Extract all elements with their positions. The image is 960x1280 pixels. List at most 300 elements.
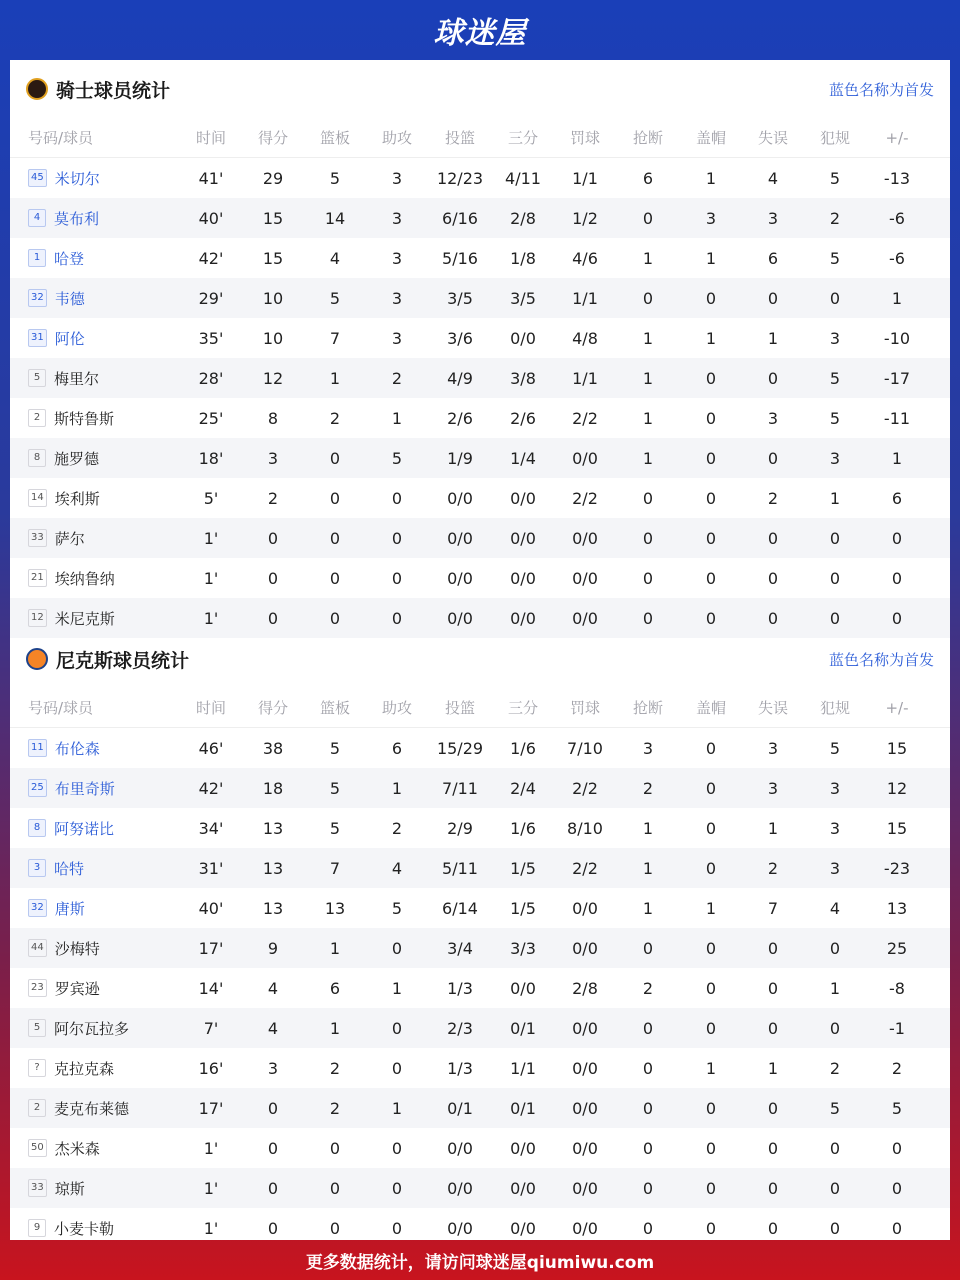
stat-cell: 1/5	[510, 858, 536, 878]
stat-cell: 0/0	[510, 488, 536, 508]
stat-cell: 0/0	[447, 1138, 473, 1158]
player-name[interactable]: 埃利斯	[54, 489, 100, 508]
stat-cell: 0/0	[447, 608, 473, 628]
stat-cell: 0	[705, 978, 717, 998]
player-cell	[10, 1058, 180, 1079]
stat-cell: 1	[642, 818, 654, 838]
column-header: 助攻	[381, 699, 412, 717]
player-row[interactable]	[10, 1128, 950, 1168]
jersey-number-badge: 8	[28, 449, 46, 467]
player-cell	[10, 568, 180, 589]
stat-cell: 0/0	[447, 1178, 473, 1198]
stat-cell: 0	[767, 938, 779, 958]
jersey-number-badge: ?	[28, 1059, 46, 1077]
player-row[interactable]	[10, 558, 950, 598]
stat-cell: 1/6	[510, 818, 536, 838]
stat-cell: 1	[329, 368, 341, 388]
stat-cell: 1	[642, 898, 654, 918]
stat-cell: 0	[642, 1058, 654, 1078]
player-cell	[10, 1018, 180, 1039]
stat-cell: 3	[767, 208, 779, 228]
player-row[interactable]	[10, 1008, 950, 1048]
player-cell	[10, 368, 180, 389]
column-header: 时间	[195, 699, 226, 717]
section-title: 尼克斯球员统计	[56, 649, 190, 672]
stat-cell: 0	[891, 1218, 903, 1238]
stat-cell: 2	[391, 368, 403, 388]
stat-cell: 2	[391, 818, 403, 838]
stat-cell: 0	[267, 568, 279, 588]
stat-cell: 34'	[198, 818, 224, 838]
stat-cell: 4	[829, 898, 841, 918]
jersey-number-badge: 8	[28, 819, 46, 837]
player-row[interactable]	[10, 238, 950, 278]
stat-cell: 3	[642, 738, 654, 758]
section-title-group	[26, 76, 170, 103]
player-row[interactable]	[10, 158, 950, 198]
stat-cell: 5	[391, 898, 403, 918]
stat-cell: 6	[891, 488, 903, 508]
player-name[interactable]: 麦克布莱德	[54, 1099, 130, 1118]
stat-cell: 0/0	[572, 448, 598, 468]
stat-cell: 0	[642, 1098, 654, 1118]
stat-cell: 1	[705, 328, 717, 348]
jersey-number-badge: 45	[28, 169, 47, 187]
stat-cell: 0	[705, 738, 717, 758]
jersey-number-badge: 50	[28, 1139, 47, 1157]
stat-cell: 3	[391, 208, 403, 228]
stat-cell: 0	[891, 568, 903, 588]
stat-cell: 0	[705, 568, 717, 588]
player-cell	[10, 248, 180, 269]
player-cell	[10, 858, 180, 879]
stat-cell: 2	[767, 488, 779, 508]
stat-cell: 3/3	[510, 938, 536, 958]
stat-cell: 0	[705, 368, 717, 388]
player-name[interactable]: 哈特	[54, 859, 85, 878]
stat-cell: 0/0	[572, 1098, 598, 1118]
stat-cell: 2/2	[572, 778, 598, 798]
stat-cell: 3	[829, 448, 841, 468]
stat-cell: 25	[886, 938, 908, 958]
stat-cell: 0/0	[572, 1058, 598, 1078]
player-row[interactable]	[10, 1088, 950, 1128]
player-row[interactable]	[10, 1168, 950, 1208]
stat-cell: 0	[329, 1218, 341, 1238]
stat-cell: 0/1	[510, 1098, 536, 1118]
stat-cell: 0/0	[447, 568, 473, 588]
stat-cell: 0	[767, 448, 779, 468]
stat-cell: 4/8	[572, 328, 598, 348]
stat-cell: 9	[267, 938, 279, 958]
stat-cell: 2	[891, 1058, 903, 1078]
stat-cell: 5	[329, 738, 341, 758]
stat-cell: 2/8	[510, 208, 536, 228]
stat-cell: 1/5	[510, 898, 536, 918]
stat-cell: 3	[767, 778, 779, 798]
stat-cell: 4/6	[572, 248, 598, 268]
stat-cell: 40'	[198, 208, 224, 228]
stat-cell: 0/0	[572, 608, 598, 628]
stat-cell: 2	[329, 1058, 341, 1078]
stat-cell: 0	[329, 488, 341, 508]
stat-cell: 3	[391, 168, 403, 188]
stat-cell: 4/9	[447, 368, 473, 388]
stat-cell: 1/1	[572, 168, 598, 188]
stat-cell: 40'	[198, 898, 224, 918]
stat-cell: 13	[262, 818, 284, 838]
column-header: 篮板	[319, 699, 350, 717]
player-name[interactable]: 施罗德	[54, 449, 100, 468]
column-header: 罚球	[569, 699, 600, 717]
stat-cell: 1/1	[572, 368, 598, 388]
stat-cell: 15	[262, 208, 284, 228]
stat-cell: 2	[329, 408, 341, 428]
player-name[interactable]: 萨尔	[54, 529, 85, 548]
section-header	[10, 60, 950, 118]
stat-cell: 0	[267, 1178, 279, 1198]
stat-cell: 1	[642, 248, 654, 268]
stat-cell: 2/8	[572, 978, 598, 998]
player-name[interactable]: 阿尔瓦拉多	[54, 1019, 130, 1038]
stat-cell: 0	[767, 1178, 779, 1198]
stat-cell: 0/0	[447, 1218, 473, 1238]
stat-cell: 5	[329, 778, 341, 798]
stat-cell: -11	[883, 408, 911, 428]
player-row[interactable]	[10, 768, 950, 808]
player-cell	[10, 288, 180, 309]
stat-cell: 0	[329, 528, 341, 548]
stat-cell: 0	[391, 1018, 403, 1038]
stat-cell: 0	[705, 818, 717, 838]
stat-cell: 0	[391, 1138, 403, 1158]
stat-cell: 8	[267, 408, 279, 428]
stat-cell: 16'	[198, 1058, 224, 1078]
stat-cell: 0	[642, 1178, 654, 1198]
section-title: 骑士球员统计	[56, 79, 171, 102]
jersey-number-badge: 1	[28, 249, 46, 267]
column-header: 助攻	[381, 129, 412, 147]
stat-cell: 3	[391, 248, 403, 268]
stat-cell: -6	[889, 248, 905, 268]
stat-cell: 0	[642, 1138, 654, 1158]
stat-cell: 1/1	[572, 288, 598, 308]
player-row[interactable]	[10, 728, 950, 768]
player-row[interactable]	[10, 278, 950, 318]
player-cell	[10, 408, 180, 429]
player-cell	[10, 1218, 180, 1239]
stat-cell: 0	[767, 978, 779, 998]
player-cell	[10, 778, 180, 799]
stat-cell: 0	[829, 1178, 841, 1198]
column-header: 时间	[195, 129, 226, 147]
stat-cell: 15/29	[436, 738, 484, 758]
player-name[interactable]: 埃纳鲁纳	[54, 569, 115, 588]
stat-cell: 0/0	[572, 528, 598, 548]
stat-cell: 12/23	[436, 168, 484, 188]
stat-cell: 2/2	[572, 858, 598, 878]
stat-cell: 1/2	[572, 208, 598, 228]
stat-cell: 0	[829, 608, 841, 628]
table-header-row	[10, 688, 950, 728]
player-name[interactable]: 哈登	[54, 249, 85, 268]
section-title-group	[26, 646, 189, 673]
player-name[interactable]: 斯特鲁斯	[54, 409, 115, 428]
table-header-row	[10, 118, 950, 158]
stat-cell: 12	[886, 778, 908, 798]
stat-cell: 0/0	[572, 1178, 598, 1198]
stat-cell: 0	[829, 568, 841, 588]
stat-cell: 0	[767, 1098, 779, 1118]
stat-cell: 0	[705, 1138, 717, 1158]
jersey-number-badge: 21	[28, 569, 47, 587]
stat-cell: 0	[891, 1178, 903, 1198]
stat-cell: 4/11	[505, 168, 541, 188]
column-header: 得分	[257, 699, 288, 717]
stat-cell: 0/0	[510, 328, 536, 348]
stat-cell: 15	[262, 248, 284, 268]
team-section-knicks	[10, 630, 950, 1248]
stat-cell: 4	[267, 978, 279, 998]
player-name[interactable]: 罗宾逊	[54, 979, 100, 998]
player-name[interactable]: 阿伦	[54, 329, 85, 348]
stat-cell: 3/4	[447, 938, 473, 958]
player-name[interactable]: 米切尔	[54, 169, 100, 188]
stat-cell: 2	[329, 1098, 341, 1118]
column-header: 篮板	[319, 129, 350, 147]
player-row[interactable]	[10, 478, 950, 518]
stat-cell: 0/0	[510, 568, 536, 588]
stat-cell: 4	[767, 168, 779, 188]
stat-cell: 0	[267, 608, 279, 628]
stat-cell: 7	[329, 858, 341, 878]
stat-cell: 0	[767, 568, 779, 588]
player-cell	[10, 898, 180, 919]
stat-cell: 1	[642, 408, 654, 428]
stat-cell: 1'	[203, 1218, 219, 1238]
player-name[interactable]: 布里奇斯	[54, 779, 115, 798]
stat-cell: 13	[262, 898, 284, 918]
player-row[interactable]	[10, 198, 950, 238]
stat-cell: 14'	[198, 978, 224, 998]
player-cell	[10, 938, 180, 959]
stat-cell: 5	[829, 408, 841, 428]
player-name[interactable]: 克拉克森	[54, 1059, 115, 1078]
stat-cell: 0/0	[510, 1218, 536, 1238]
stat-cell: 14	[324, 208, 346, 228]
stat-cell: 7/10	[567, 738, 603, 758]
stat-cell: 1/1	[510, 1058, 536, 1078]
jersey-number-badge: 32	[28, 289, 47, 307]
stat-cell: 6	[767, 248, 779, 268]
column-header: 失误	[757, 129, 788, 147]
column-header: 失误	[757, 699, 788, 717]
player-name[interactable]: 梅里尔	[54, 369, 100, 388]
stat-cell: 0	[891, 1138, 903, 1158]
stat-cell: 7	[767, 898, 779, 918]
stat-cell: 12	[262, 368, 284, 388]
stat-cell: 1'	[203, 608, 219, 628]
player-name[interactable]: 布伦森	[54, 739, 100, 758]
stat-cell: 1	[329, 1018, 341, 1038]
stat-cell: 3/5	[447, 288, 473, 308]
stat-cell: 1	[705, 898, 717, 918]
column-header: 犯规	[819, 699, 850, 717]
stat-cell: 0	[642, 568, 654, 588]
stat-cell: 5/16	[442, 248, 478, 268]
stat-cell: 0/0	[447, 488, 473, 508]
column-header: 得分	[257, 129, 288, 147]
player-name[interactable]: 小麦卡勒	[54, 1219, 115, 1238]
stat-cell: 31'	[198, 858, 224, 878]
stat-cell: 3/5	[510, 288, 536, 308]
jersey-number-badge: 33	[28, 529, 47, 547]
stat-cell: 0	[767, 528, 779, 548]
jersey-number-badge: 11	[28, 739, 47, 757]
player-row[interactable]	[10, 398, 950, 438]
stat-cell: 0	[767, 1218, 779, 1238]
stat-cell: 18	[262, 778, 284, 798]
stat-cell: 10	[262, 288, 284, 308]
stat-cell: 13	[262, 858, 284, 878]
stat-cell: 1	[767, 1058, 779, 1078]
player-name[interactable]: 米尼克斯	[54, 609, 115, 628]
column-header: 犯规	[819, 129, 850, 147]
stat-cell: 1	[642, 328, 654, 348]
stat-cell: 0/0	[572, 898, 598, 918]
stat-cell: 7'	[203, 1018, 219, 1038]
stat-cell: 2/9	[447, 818, 473, 838]
stat-cell: 10	[262, 328, 284, 348]
player-row[interactable]	[10, 888, 950, 928]
stat-cell: 0	[391, 1218, 403, 1238]
player-row[interactable]	[10, 848, 950, 888]
stat-cell: 6/14	[442, 898, 478, 918]
player-name[interactable]: 阿努诺比	[54, 819, 115, 838]
stat-cell: 1	[767, 818, 779, 838]
stat-cell: 0/0	[510, 978, 536, 998]
stat-cell: 0/1	[447, 1098, 473, 1118]
stat-cell: 5	[829, 1098, 841, 1118]
footer-banner[interactable]: 更多数据统计，请访问球迷屋qiumiwu.com	[305, 1252, 655, 1273]
stat-cell: 42'	[198, 778, 224, 798]
stat-cell: 0/0	[572, 568, 598, 588]
stat-cell: 1'	[203, 568, 219, 588]
cavaliers-logo-icon	[26, 78, 48, 100]
player-row[interactable]	[10, 438, 950, 478]
stat-cell: 2/4	[510, 778, 536, 798]
jersey-number-badge: 12	[28, 609, 47, 627]
player-name[interactable]: 韦德	[54, 289, 85, 308]
jersey-number-badge: 25	[28, 779, 47, 797]
stat-cell: 3	[829, 328, 841, 348]
stat-cell: 5	[829, 738, 841, 758]
player-name[interactable]: 琼斯	[54, 1179, 85, 1198]
column-header: +/-	[885, 698, 909, 717]
stat-cell: 1/8	[510, 248, 536, 268]
stat-cell: 0	[642, 528, 654, 548]
stat-cell: 3	[767, 738, 779, 758]
column-header: 盖帽	[695, 129, 726, 147]
column-header: 三分	[507, 129, 538, 147]
stat-cell: 29	[262, 168, 284, 188]
player-cell	[10, 328, 180, 349]
stat-cell: -6	[889, 208, 905, 228]
stat-cell: 0	[705, 408, 717, 428]
stat-cell: 0	[829, 288, 841, 308]
stat-cell: 0	[829, 1018, 841, 1038]
player-name[interactable]: 唐斯	[54, 899, 85, 918]
player-name[interactable]: 杰米森	[54, 1139, 100, 1158]
stat-cell: 13	[886, 898, 908, 918]
stat-cell: 3	[267, 448, 279, 468]
stat-cell: 2	[767, 858, 779, 878]
stat-cell: 1	[891, 288, 903, 308]
stats-card	[10, 60, 950, 1240]
stat-cell: 1	[705, 168, 717, 188]
stat-cell: 25'	[198, 408, 224, 428]
jersey-number-badge: 14	[28, 489, 47, 507]
stat-cell: 0	[267, 1218, 279, 1238]
jersey-number-badge: 44	[28, 939, 47, 957]
player-row[interactable]	[10, 808, 950, 848]
stat-cell: 4	[267, 1018, 279, 1038]
stat-cell: 1/4	[510, 448, 536, 468]
stat-cell: -17	[883, 368, 911, 388]
stat-cell: 0	[329, 1178, 341, 1198]
stat-cell: 41'	[198, 168, 224, 188]
player-row[interactable]	[10, 318, 950, 358]
player-row[interactable]	[10, 358, 950, 398]
stat-cell: -23	[883, 858, 911, 878]
player-cell	[10, 1178, 180, 1199]
player-cell	[10, 1138, 180, 1159]
stat-cell: 2/3	[447, 1018, 473, 1038]
stat-cell: 17'	[198, 1098, 224, 1118]
stat-cell: 1	[642, 368, 654, 388]
stat-cell: 5	[829, 168, 841, 188]
player-row[interactable]	[10, 1048, 950, 1088]
stat-cell: 7/11	[442, 778, 478, 798]
stat-cell: 0	[642, 488, 654, 508]
stat-cell: 0	[705, 528, 717, 548]
player-cell	[10, 818, 180, 839]
stat-cell: 15	[886, 818, 908, 838]
stat-cell: 0/0	[447, 528, 473, 548]
player-row[interactable]	[10, 928, 950, 968]
player-name[interactable]: 莫布利	[54, 209, 100, 228]
stat-cell: 0	[391, 1178, 403, 1198]
stat-cell: 4	[329, 248, 341, 268]
player-name[interactable]: 沙梅特	[54, 939, 100, 958]
starter-note: 蓝色名称为首发	[828, 80, 934, 99]
stat-cell: 0	[705, 1218, 717, 1238]
stat-cell: 0	[329, 608, 341, 628]
stat-cell: 38	[262, 738, 284, 758]
stat-cell: -13	[883, 168, 911, 188]
stat-cell: 0	[767, 368, 779, 388]
stat-cell: 5	[329, 818, 341, 838]
player-row[interactable]	[10, 518, 950, 558]
stat-cell: 1	[329, 938, 341, 958]
stat-cell: 0	[329, 1138, 341, 1158]
stat-cell: 0/0	[510, 1178, 536, 1198]
stat-cell: 0/0	[572, 938, 598, 958]
stat-cell: 0	[267, 1138, 279, 1158]
jersey-number-badge: 2	[28, 409, 46, 427]
player-row[interactable]	[10, 968, 950, 1008]
stat-cell: 0	[705, 1098, 717, 1118]
